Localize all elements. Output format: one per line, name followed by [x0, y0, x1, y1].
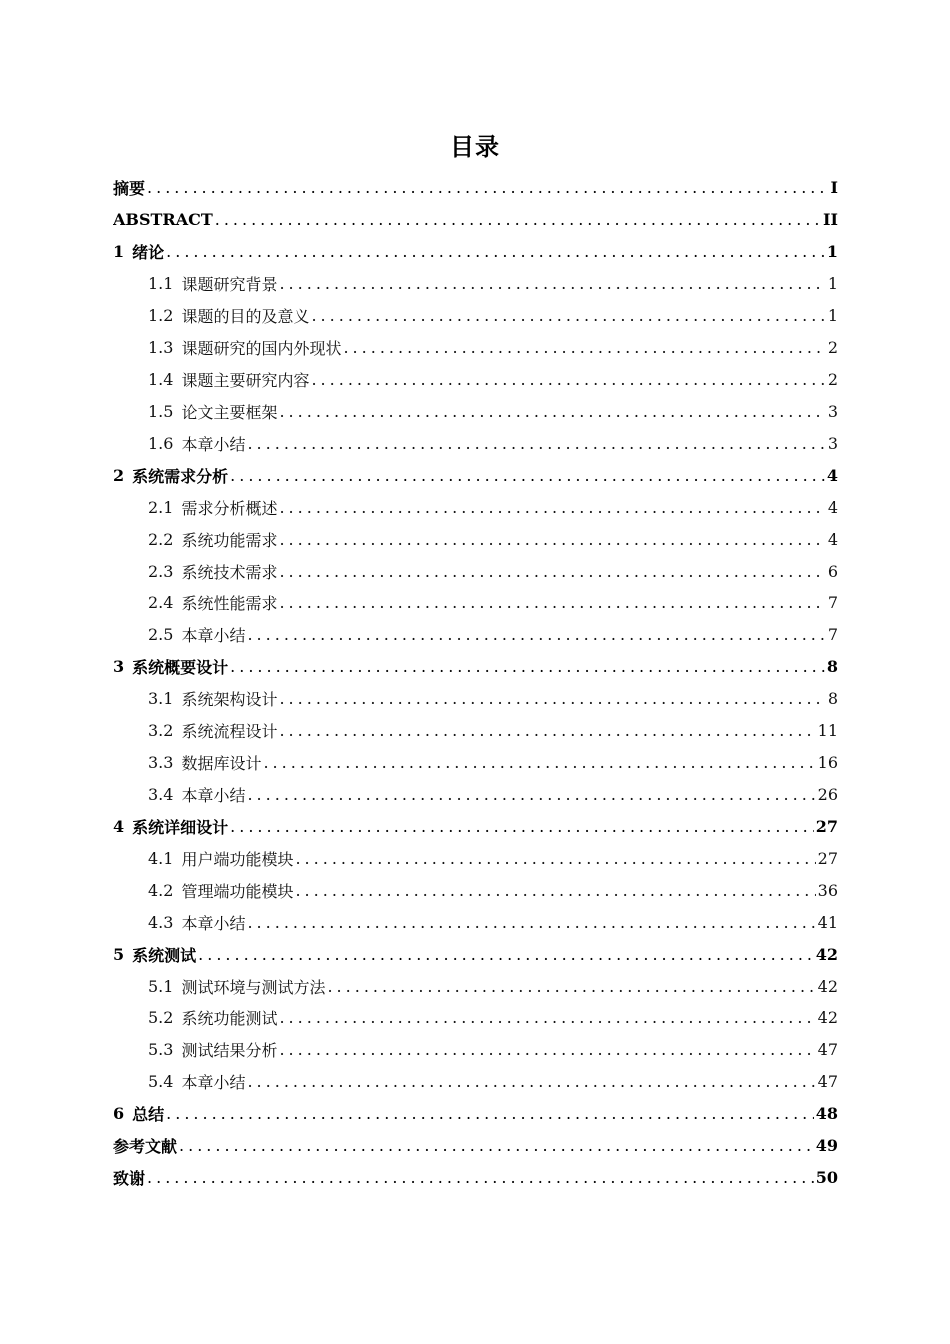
toc-entry-title: 参考文献 — [113, 1137, 178, 1157]
toc-entry-number: 1.3 — [148, 338, 174, 358]
toc-entry-title: 本章小结 — [181, 785, 246, 805]
dot-leader — [279, 593, 825, 612]
toc-entry-title: 系统测试 — [132, 945, 197, 965]
toc-entry-number: 2.4 — [148, 593, 174, 613]
toc-entry-number: 3 — [113, 657, 125, 677]
toc-entry[interactable] — [113, 874, 838, 906]
toc-entry-title: 管理端功能模块 — [181, 881, 294, 901]
dot-leader — [247, 625, 825, 644]
toc-entry[interactable] — [113, 1066, 838, 1098]
toc-entry-page: 27 — [817, 848, 838, 868]
toc-entry-number: 5.2 — [148, 1008, 174, 1028]
toc-entry-page: 47 — [817, 1040, 838, 1060]
dot-leader — [279, 562, 825, 581]
toc-entry-number: 5.3 — [148, 1040, 174, 1060]
toc-entry-title: 课题研究背景 — [181, 275, 278, 295]
toc-entry[interactable] — [113, 555, 838, 587]
toc-entry-number: 2.2 — [148, 529, 174, 549]
toc-entry[interactable] — [113, 683, 838, 715]
dot-leader — [279, 402, 825, 421]
toc-entry-number: 4 — [113, 816, 125, 836]
toc-entry-page: 1 — [827, 274, 838, 294]
dot-leader — [311, 370, 825, 389]
toc-entry-title: 系统流程设计 — [181, 722, 278, 742]
toc-entry-number: 1.1 — [148, 274, 174, 294]
toc-entry[interactable] — [113, 810, 838, 842]
dot-leader — [311, 306, 825, 325]
toc-entry[interactable] — [113, 1002, 838, 1034]
toc-entry-title: 系统概要设计 — [132, 658, 229, 678]
toc-entry-number: 3.3 — [148, 753, 174, 773]
dot-leader — [247, 1072, 815, 1091]
dot-leader — [215, 210, 821, 229]
toc-entry-page: 1 — [826, 242, 838, 262]
toc-entry-page: I — [830, 178, 838, 198]
toc-entry-title: 本章小结 — [181, 626, 246, 646]
toc-entry-page: 42 — [817, 1008, 838, 1028]
toc-entry-title: 系统详细设计 — [132, 817, 229, 837]
toc-entry[interactable] — [113, 970, 838, 1002]
dot-leader — [343, 338, 825, 357]
dot-leader — [247, 434, 825, 453]
toc-entry[interactable] — [113, 300, 838, 332]
toc-entry-page: 11 — [817, 721, 838, 741]
toc-entry[interactable] — [113, 332, 838, 364]
toc-entry-page: 47 — [817, 1072, 838, 1092]
toc-entry-title: 系统技术需求 — [181, 562, 278, 582]
toc-entry-number: 3.2 — [148, 721, 174, 741]
dot-leader — [279, 530, 825, 549]
toc-entry-page: 2 — [827, 369, 838, 389]
toc-entry-number: 4.1 — [148, 848, 174, 868]
toc-entry-page: 26 — [817, 784, 838, 804]
toc-entry-number: 6 — [113, 1104, 125, 1124]
toc-entry-page: 6 — [827, 561, 838, 581]
toc-entry-title: 课题的目的及意义 — [181, 307, 310, 327]
toc-entry-title: 本章小结 — [181, 434, 246, 454]
toc-entry-page: 36 — [817, 880, 838, 900]
toc-entry-number: 3.1 — [148, 689, 174, 709]
dot-leader — [247, 785, 815, 804]
toc-entry-title: 课题主要研究内容 — [181, 370, 310, 390]
toc-entry-page: 50 — [815, 1168, 838, 1188]
toc-entry-number: 4.3 — [148, 912, 174, 932]
toc-entry[interactable] — [113, 842, 838, 874]
dot-leader — [295, 881, 815, 900]
toc-entry-title: 用户端功能模块 — [181, 849, 294, 869]
dot-leader — [166, 242, 825, 261]
table-of-contents — [113, 172, 838, 1194]
dot-leader — [147, 1168, 814, 1187]
dot-leader — [230, 817, 814, 836]
dot-leader — [230, 657, 825, 676]
dot-leader — [279, 1040, 815, 1059]
toc-entry-number: 4.2 — [148, 880, 174, 900]
toc-entry[interactable] — [113, 715, 838, 747]
dot-leader — [198, 945, 814, 964]
toc-entry[interactable] — [113, 523, 838, 555]
toc-entry[interactable] — [113, 236, 838, 268]
toc-entry[interactable] — [113, 1034, 838, 1066]
toc-entry-number: 1.6 — [148, 433, 174, 453]
toc-entry-page: 8 — [826, 657, 838, 677]
toc-entry-page: 42 — [817, 976, 838, 996]
toc-entry[interactable] — [113, 779, 838, 811]
toc-entry-page: 2 — [827, 338, 838, 358]
toc-entry-title: 论文主要框架 — [181, 402, 278, 422]
toc-entry-page: 41 — [817, 912, 838, 932]
toc-entry-number: 5.1 — [148, 976, 174, 996]
toc-entry-title: ABSTRACT — [113, 210, 213, 230]
dot-leader — [295, 849, 815, 868]
toc-entry-page: 7 — [827, 593, 838, 613]
toc-entry-number: 1.5 — [148, 401, 174, 421]
toc-entry-number: 2.3 — [148, 561, 174, 581]
toc-entry-page: 4 — [826, 465, 838, 485]
toc-entry-page: 4 — [827, 529, 838, 549]
toc-entry[interactable] — [113, 619, 838, 651]
toc-entry[interactable] — [113, 651, 838, 683]
toc-entry-title: 测试环境与测试方法 — [181, 977, 326, 997]
toc-entry[interactable] — [113, 204, 838, 236]
toc-entry[interactable] — [113, 491, 838, 523]
page-title: 目录 — [450, 133, 500, 162]
toc-entry-title: 系统性能需求 — [181, 594, 278, 614]
toc-entry-title: 系统功能测试 — [181, 1009, 278, 1029]
toc-entry[interactable] — [113, 938, 838, 970]
toc-entry-title: 本章小结 — [181, 1073, 246, 1093]
dot-leader — [230, 466, 825, 485]
toc-entry[interactable] — [113, 427, 838, 459]
toc-entry[interactable] — [113, 364, 838, 396]
dot-leader — [179, 1136, 814, 1155]
dot-leader — [247, 913, 815, 932]
toc-entry-page: 42 — [815, 944, 838, 964]
toc-entry-title: 总结 — [132, 1105, 165, 1125]
toc-entry-number: 2.1 — [148, 497, 174, 517]
toc-entry[interactable] — [113, 747, 838, 779]
toc-entry-title: 系统需求分析 — [132, 466, 229, 486]
toc-entry-number: 5.4 — [148, 1072, 174, 1092]
dot-leader — [279, 274, 825, 293]
toc-entry-page: 3 — [827, 401, 838, 421]
toc-entry-page: 49 — [815, 1136, 838, 1156]
toc-entry[interactable] — [113, 906, 838, 938]
toc-entry-title: 致谢 — [113, 1169, 146, 1189]
toc-entry-number: 3.4 — [148, 784, 174, 804]
toc-entry[interactable] — [113, 1162, 838, 1194]
toc-entry[interactable] — [113, 1098, 838, 1130]
toc-entry-page: 4 — [827, 497, 838, 517]
toc-entry-title: 课题研究的国内外现状 — [181, 339, 342, 359]
dot-leader — [166, 1104, 814, 1123]
toc-entry[interactable] — [113, 587, 838, 619]
toc-entry-title: 数据库设计 — [181, 754, 262, 774]
toc-entry[interactable] — [113, 1130, 838, 1162]
toc-entry-number: 1.4 — [148, 369, 174, 389]
toc-entry[interactable] — [113, 459, 838, 491]
toc-entry-number: 2.5 — [148, 625, 174, 645]
toc-entry-page: 16 — [817, 753, 838, 773]
toc-entry-title: 绪论 — [132, 243, 165, 263]
toc-entry-title: 系统架构设计 — [181, 690, 278, 710]
toc-entry-page: II — [823, 210, 838, 230]
toc-entry-page: 3 — [827, 433, 838, 453]
dot-leader — [279, 1008, 815, 1027]
toc-entry-page: 27 — [815, 816, 838, 836]
dot-leader — [327, 977, 815, 996]
toc-entry[interactable] — [113, 268, 838, 300]
dot-leader — [279, 689, 825, 708]
dot-leader — [279, 721, 815, 740]
toc-entry-title: 摘要 — [113, 179, 146, 199]
dot-leader — [147, 178, 829, 197]
toc-entry-number: 1 — [113, 242, 125, 262]
toc-entry-page: 8 — [827, 689, 838, 709]
toc-entry[interactable] — [113, 395, 838, 427]
toc-entry-page: 48 — [815, 1104, 838, 1124]
toc-entry-title: 系统功能需求 — [181, 530, 278, 550]
toc-entry-number: 5 — [113, 944, 125, 964]
toc-entry-page: 7 — [827, 625, 838, 645]
toc-entry-number: 1.2 — [148, 306, 174, 326]
toc-entry-title: 本章小结 — [181, 913, 246, 933]
dot-leader — [263, 753, 815, 772]
dot-leader — [279, 498, 825, 517]
toc-entry-title: 测试结果分析 — [181, 1041, 278, 1061]
toc-entry[interactable] — [113, 172, 838, 204]
toc-entry-number: 2 — [113, 465, 125, 485]
toc-entry-title: 需求分析概述 — [181, 498, 278, 518]
toc-entry-page: 1 — [827, 306, 838, 326]
